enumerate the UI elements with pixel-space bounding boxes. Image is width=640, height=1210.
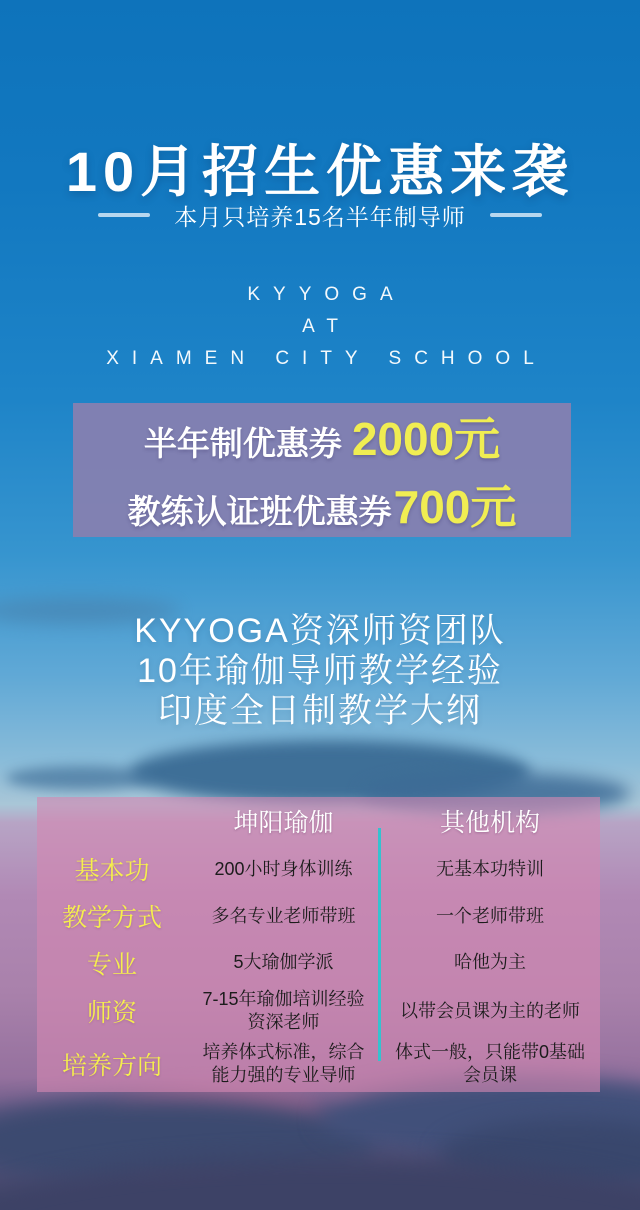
- brand-at: AT: [302, 316, 351, 337]
- table-row: [37, 939, 600, 986]
- highlight-syllabus: 印度全日制教学大纲: [158, 692, 482, 730]
- highlights-block: [0, 611, 640, 731]
- row-label: 教学方式: [61, 904, 162, 932]
- kyyoga-cell: 5大瑜伽学派: [233, 952, 334, 972]
- coupon-box: [73, 403, 571, 537]
- others-cell: 哈他为主: [454, 952, 526, 972]
- table-row: [37, 845, 600, 893]
- brand-block: [0, 279, 640, 375]
- brand-location: XIAMEN CITY SCHOOL: [106, 348, 547, 369]
- row-label: 基本功: [74, 857, 150, 885]
- highlight-experience: 10年瑜伽导师教学经验: [137, 652, 503, 690]
- table-row: [37, 1036, 600, 1092]
- table-header-row: [37, 797, 600, 845]
- table-row: [37, 986, 600, 1036]
- kyyoga-cell: 培养体式标准，综合能力强的专业导师: [202, 1042, 365, 1085]
- subtitle-left-dash: [98, 213, 150, 217]
- others-cell: 无基本功特训: [436, 858, 544, 879]
- column-header-kyyoga: 坤阳瑜伽: [233, 809, 334, 837]
- subtitle-right-dash: [490, 213, 542, 217]
- poster-title: 10月招生优惠来袭: [65, 140, 575, 203]
- brand-name: KYYOGA: [247, 284, 406, 305]
- comparison-table: [37, 797, 600, 1092]
- others-cell: 一个老师带班: [436, 905, 544, 926]
- coupon-amount: 700元: [393, 481, 517, 533]
- row-label: 培养方向: [61, 1052, 162, 1080]
- coupon-label: 半年制优惠券: [143, 425, 342, 462]
- table-row: [37, 893, 600, 939]
- subtitle-row: [0, 200, 640, 230]
- cloud-silhouette: [6, 766, 156, 790]
- kyyoga-cell: 多名专业老师带班: [211, 905, 356, 926]
- others-cell: 体式一般，只能带0基础会员课: [394, 1042, 585, 1085]
- kyyoga-cell: 200小时身体训练: [214, 858, 353, 879]
- coupon-line-coach-cert: [73, 471, 571, 537]
- poster-subtitle: 本月只培养15名半年制导师: [174, 203, 466, 230]
- coupon-line-half-year: [73, 403, 571, 469]
- row-label: 专业: [86, 950, 137, 979]
- column-divider: [378, 828, 381, 1061]
- highlight-team: KYYOGA资深师资团队: [134, 612, 506, 650]
- kyyoga-cell: 7-15年瑜伽培训经验资深老师: [202, 989, 365, 1032]
- coupon-amount: 2000元: [351, 413, 501, 465]
- others-cell: 以带会员课为主的老师: [400, 1000, 580, 1021]
- column-header-others: 其他机构: [439, 809, 540, 837]
- row-label: 师资: [86, 999, 137, 1027]
- coupon-label: 教练认证班优惠券: [127, 493, 392, 530]
